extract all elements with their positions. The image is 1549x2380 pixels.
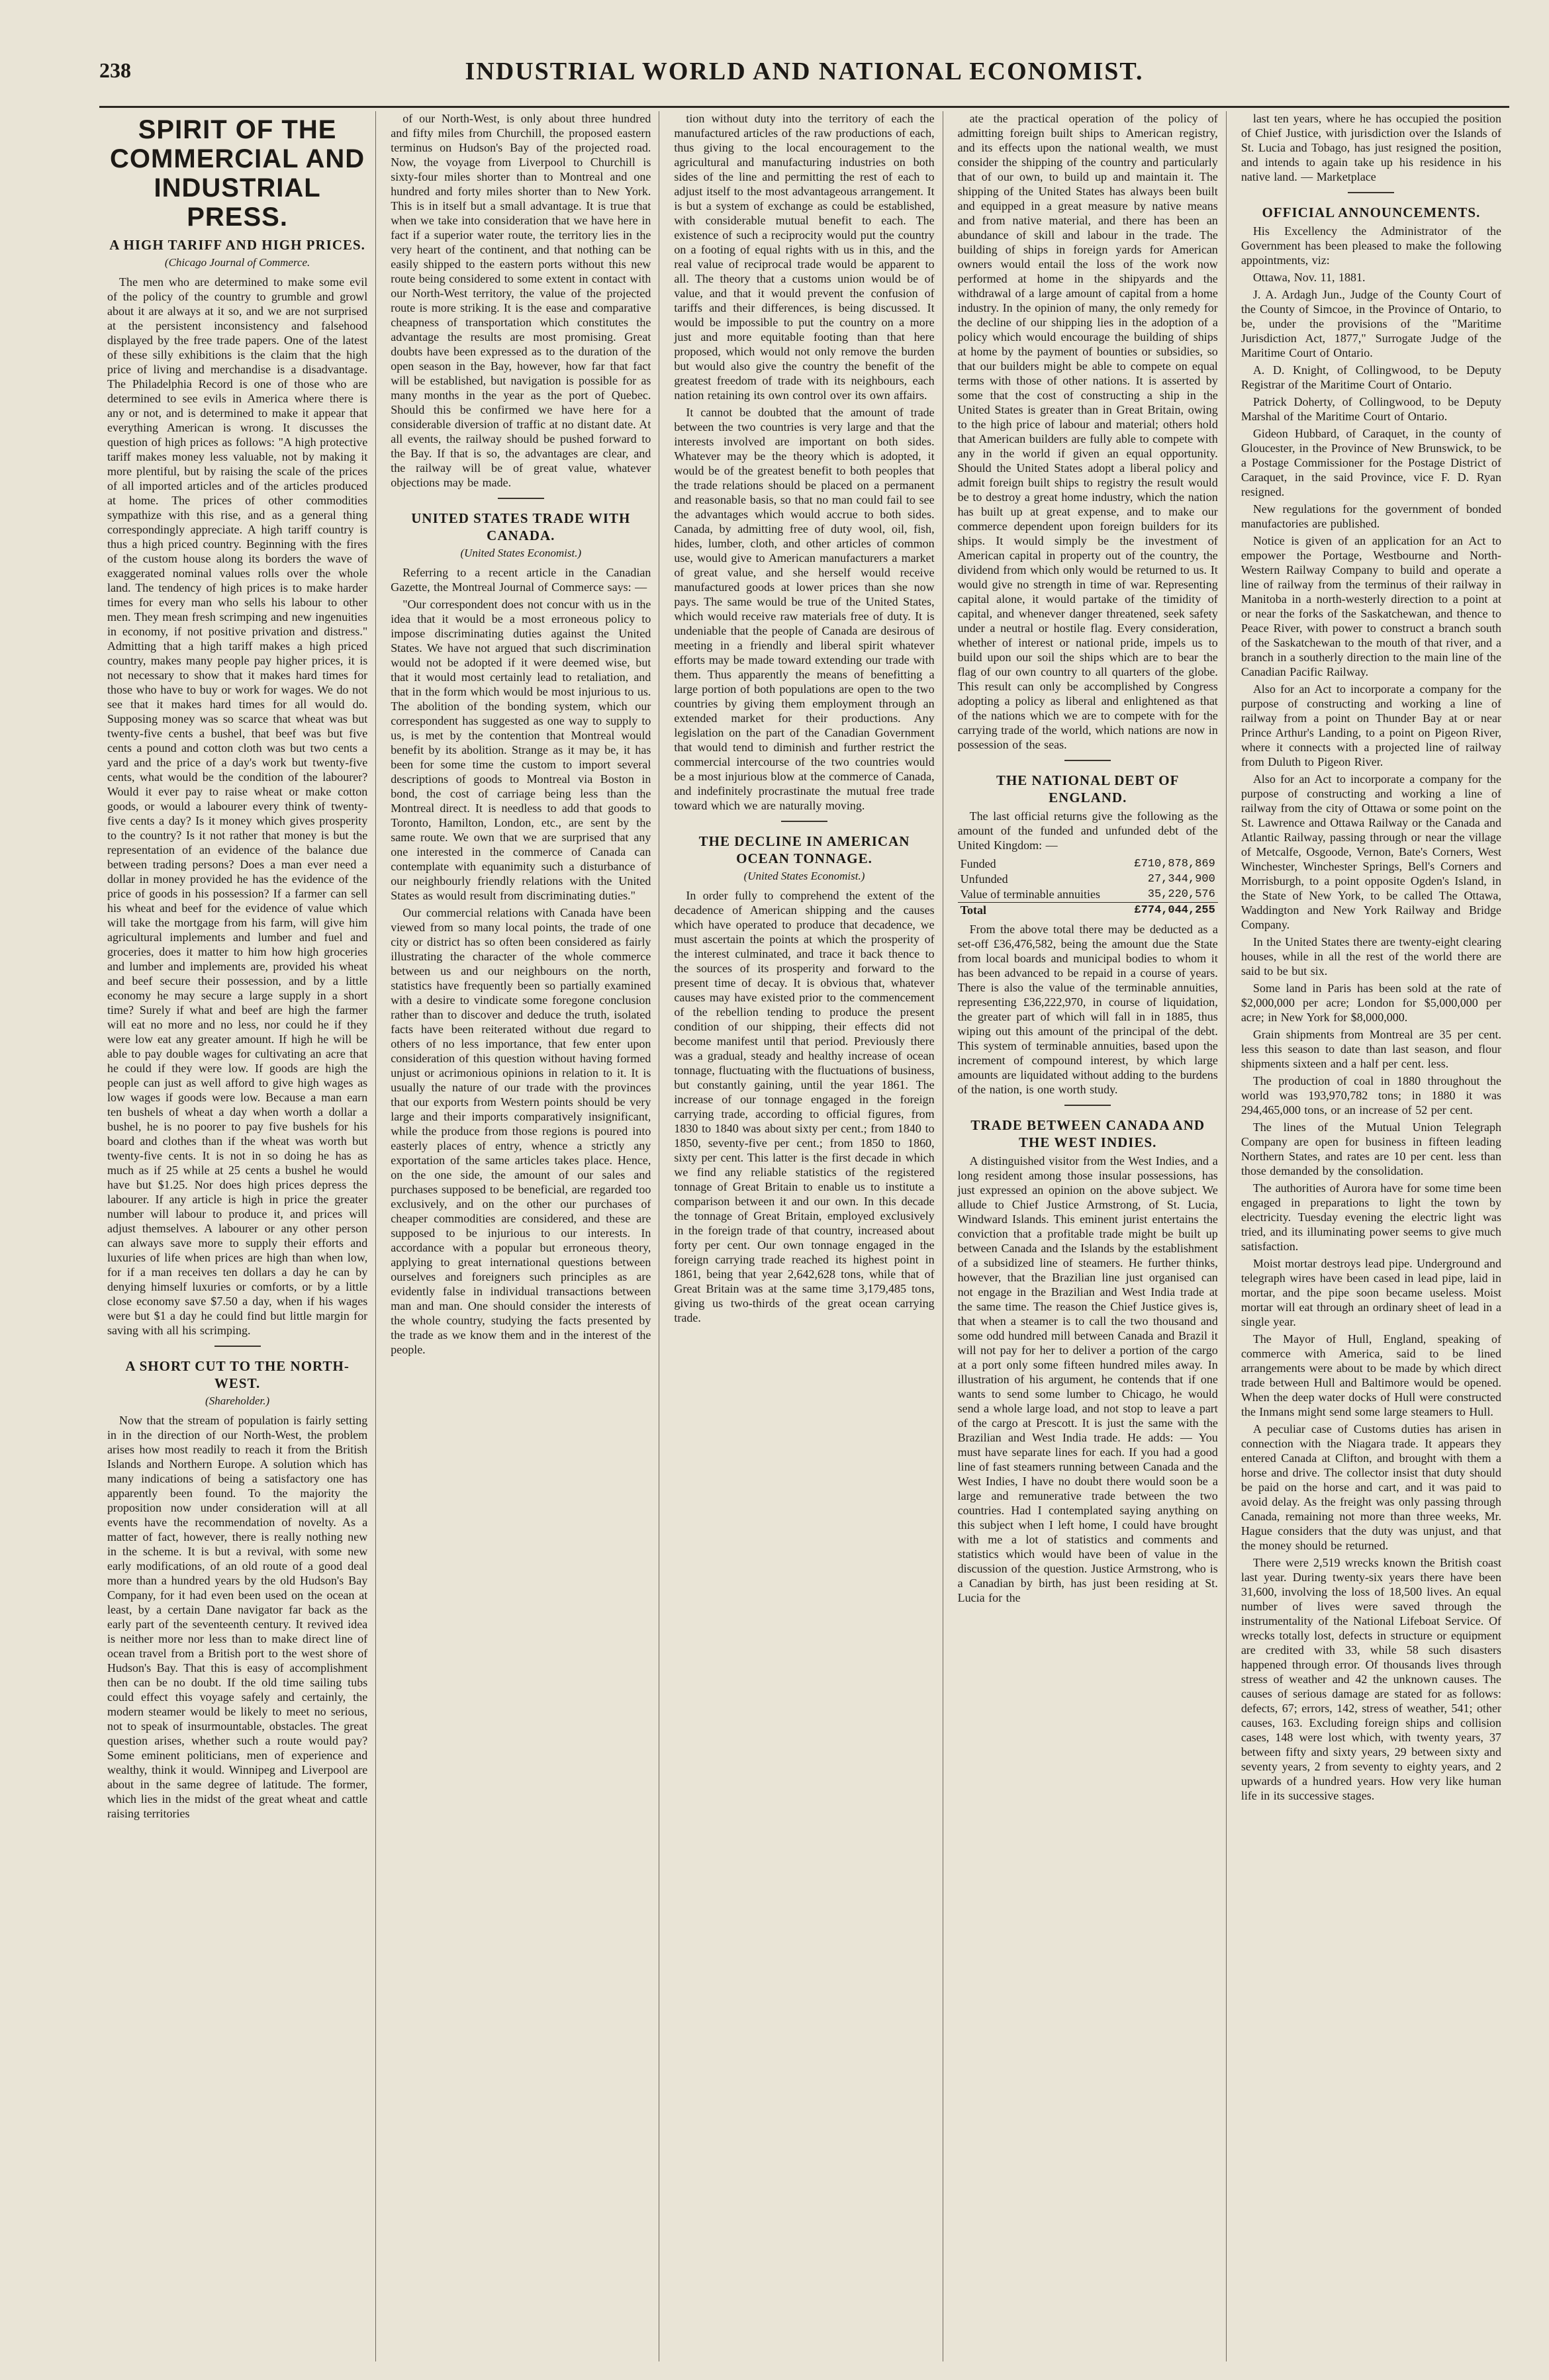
- paragraph: The lines of the Mutual Union Telegraph Company are open for business in fifteen leading Northern States, and rates are 10 per cent. less than those demanded by the consolidation.: [1241, 1121, 1502, 1177]
- header-rule: [99, 106, 1509, 108]
- article-title: THE NATIONAL DEBT OF ENGLAND.: [996, 772, 1180, 805]
- paragraph: The Mayor of Hull, England, speaking of commerce with America, said to be lined arrangements were about to be made by which direct trade between Hull and Baltimore would be opened. When the deep water docks of Hull were constructed the Inmans might send some large steamers to Hull.: [1241, 1332, 1502, 1418]
- column-2: [383, 111, 659, 2361]
- debt-amount: 35,220,576: [1147, 888, 1215, 901]
- paragraph: From the above total there may be deducted as a set-off £36,476,582, being the amount due the State from local boards and municipal bodies to whom it has been advanced to be repaid in a course of years. There is also the value of the terminable annuities, representing £36,222,970, in course of liquidation, the greater part of which will fall in in 1885, thus wiping out this amount of the principal of the debt. This system of terminable annuities, based upon the increment of compound interest, by which large amounts are liquidated without adding to the burdens of the nation, is one worth study.: [957, 923, 1218, 1096]
- page-number: 238: [99, 58, 131, 82]
- paragraph: In order fully to comprehend the extent of the decadence of American shipping and the causes which have operated to produce that decadence, we must ascertain the points at which the prosperity of the interest culminated, and trace it back thence to the sources of its prosperity and forward to the present time of decay. It is obvious that, whatever causes may have existed prior to the commencement of the rebellion tending to produce the present condition of our shipping, their effects did not become manifest until that period. Previously there was a gradual, steady and healthy increase of ocean tonnage, fluctuating with the fluctuations of business, but constantly gaining, until the year 1861. The increase of our tonnage engaged in the foreign carrying trade, according to official figures, from 1830 to 1840 was about sixty per cent.; from 1840 to 1850, seventy-five per cent.; from 1850 to 1860, sixty per cent. This latter is the first decade in which we find any reliable statistics of the registered tonnage of Great Britain to enable us to institute a comparison between it and our own. In this decade the tonnage of Great Britain, employed exclusively in the foreign trade of that country, increased about forty per cent. Our own tonnage engaged in the foreign carrying trade reached its highest point in 1861, being that year 2,642,628 tons, while that of Great Britain was at the same time 3,179,485 tons, giving us two-thirds of the great ocean carrying trade.: [674, 889, 935, 1324]
- article-title: A HIGH TARIFF AND HIGH PRICES.: [109, 237, 365, 253]
- article-body: [674, 111, 934, 813]
- paragraph: Moist mortar destroys lead pipe. Underground and telegraph wires have been cased in lead pipe, laid in mortar, and the pipe soon became useless. Moist mortar will eat through an ordinary sheet of lead in a single year.: [1241, 1257, 1502, 1328]
- article-body: [107, 275, 367, 1338]
- paragraph: Referring to a recent article in the Canadian Gazette, the Montreal Journal of Commerce says: —: [391, 566, 651, 594]
- debt-row: [958, 872, 1218, 887]
- paragraph: of our North-West, is only about three hundred and fifty miles from Churchill, the proposed eastern terminus on Hudson's Bay of the projected road. Now, the voyage from Liverpool to Churchill is sixty-four miles shorter than to Montreal and one hundred and forty miles shorter than to New York. This is in itself but a small advantage. It is true that when we take into consideration that we have here in fact if a superior water route, the territory lies in the very heart of the continent, and that nothing can be easily shipped to the eastern ports without this new route being considered to some extent in contact with our North-West territory, the value of the projected route is more striking. It is the ease and comparative cheapness of transportation which constitutes the advantage the results are most promising. Great doubts have been expressed as to the duration of the open season in the Bay, however, how far that fact will be established, but navigation is possible for as many months in the year as the port of Quebec. Should this be confirmed we have here for a considerable diversion of traffic at no distant date. At all events, the railway should be pushed forward to the Bay. If that is so, the advantages are clear, and the railway will be of great value, whatever objections may be made.: [391, 112, 651, 489]
- paragraph: Also for an Act to incorporate a company for the purpose of constructing and working a line of railway from a point on Thunder Bay at or near Prince Arthur's Landing, to a point on Pigeon River, where it connects with a projected line of railway from Duluth to Pigeon River.: [1241, 682, 1502, 768]
- paragraph: Notice is given of an application for an Act to empower the Portage, Westbourne and North-Western Railway Company to build and operate a line of railway from the terminus of their railway in Manitoba in a north-westerly direction to a point at or near the forks of the Saskatchewan, and thence to Peace River, with power to construct a branch south of the Saskatchewan to the mouth of that river, and a branch in a southerly direction to the main line of the Canadian Pacific Railway.: [1241, 534, 1502, 678]
- article-source: (United States Economist.): [743, 870, 865, 882]
- debt-amount: £710,878,869: [1134, 858, 1215, 870]
- paragraph: Some land in Paris has been sold at the rate of $2,000,000 per acre; London for $5,000,000 per acre; in New York for $8,000,000.: [1241, 982, 1502, 1024]
- article-source: (Chicago Journal of Commerce.: [164, 256, 310, 269]
- debt-label: Value of terminable annuities: [960, 888, 1101, 901]
- debt-label: Unfunded: [960, 872, 1008, 886]
- debt-total-label: Total: [958, 903, 1121, 919]
- paragraph: Also for an Act to incorporate a company for the purpose of constructing and working a line of railway from the city of Ottawa or some point on the St. Lawrence and Ottawa Railway or the Canada and Atlantic Railway, passing through or near the village of Metcalfe, Osgoode, Vernon, Bate's Corners, West Winchester, Winchester Springs, Bell's Corners and Morrisburgh, to a point opposite Ogden's Island, in the State of New York, to be called The Ottawa, Waddington and New York Railway and Bridge Company.: [1241, 772, 1502, 931]
- paragraph: "Our correspondent does not concur with us in the idea that it would be a most erroneous policy to impose discriminating duties against the United States. We have not argued that such discrimination would not be adopted if it were deemed wise, but that it would most certainly lead to retaliation, and that in the form which would be most injurious to us. The abolition of the bonding system, which our correspondent has suggested as one way to supply to us, is met by the contention that Montreal would benefit by its abolition. Strange as it may be, it has been for some time the custom to import several descriptions of goods to Montreal via Boston in bond, the cost of carriage being less than the Montreal direct. It is needless to add that goods to Toronto, Hamilton, London, etc., are sent by the same route. We own that we are surprised that any one interested in the commerce of Canada can contemplate with equanimity such a disturbance of our neighbourly friendly relations with the United States as would result from discriminating duties.": [391, 598, 651, 902]
- paragraph: tion without duty into the territory of each the manufactured articles of the raw productions of each, thus giving to the local encouragement to the agricultural and manufacturing industries on both sides of the line and permitting the rest of each to adjust itself to the most advantageous arrangement. It is but a system of exchange as could be established, with considerable mutual benefit to each. The existence of such a reciprocity would put the country on a footing of equal rights with us in this, and the real value of reciprocal trade would be apparent to all. The theory that a customs union would be of value, and that it would prevent the confusion of tariffs and their differences, is being discussed. It would be impossible to put the country on a more just and more equitable footing than that here proposed, which would not only remove the burden but would also give the country the benefit of the greatest freedom of trade with its neighbours, each nation retaining its own control over its own affairs.: [674, 112, 935, 402]
- article-body: [674, 888, 934, 1325]
- article-body: [1241, 224, 1501, 1803]
- article-body: [958, 809, 1218, 852]
- article-body: [391, 111, 651, 490]
- article-body: [958, 1154, 1218, 1605]
- paragraph: Grain shipments from Montreal are 35 per cent. less this season to date than last season, and flour shipments sixteen and a half per cent. less.: [1241, 1028, 1502, 1070]
- paragraph: A. D. Knight, of Collingwood, to be Deputy Registrar of the Maritime Court of Ontario.: [1241, 363, 1502, 391]
- article-title: UNITED STATES TRADE WITH CANADA.: [411, 510, 631, 543]
- article-body: [1241, 111, 1501, 184]
- page-header: [99, 52, 1509, 98]
- paragraph: In the United States there are twenty-eight clearing houses, while in all the rest of the world there are said to be but six.: [1241, 935, 1502, 978]
- column-1: [99, 111, 376, 2361]
- article-title: THE DECLINE IN AMERICAN OCEAN TONNAGE.: [698, 833, 910, 866]
- paragraph: A peculiar case of Customs duties has arisen in connection with the Niagara trade. It appears they entered Canada at Clifton, and brought with them a horse and drive. The collector insist that duty should be paid on the horse and cart, and it was paid to avoid delay. As the freight was only passing through Canada, remaining not more than three weeks, Mr. Hague considers that the duty was unjust, and that the money should be returned.: [1241, 1422, 1502, 1552]
- paragraph: last ten years, where he has occupied the position of Chief Justice, with jurisdiction over the Islands of St. Lucia and Tobago, has just resigned the position, and intends to again take up his residence in his native land. — Marketplace: [1241, 112, 1502, 183]
- separator: [498, 498, 544, 499]
- debt-table: [958, 856, 1218, 918]
- paragraph: The last official returns give the following as the amount of the funded and unfunded debt of the United Kingdom: —: [957, 809, 1218, 852]
- section-title-official-announcements: OFFICIAL ANNOUNCEMENTS.: [1262, 205, 1481, 220]
- article-title: TRADE BETWEEN CANADA AND THE WEST INDIES.: [970, 1117, 1205, 1150]
- article-body: [958, 111, 1218, 752]
- separator: [1348, 192, 1394, 193]
- debt-label: Funded: [960, 857, 996, 870]
- column-3: [666, 111, 943, 2361]
- debt-total-row: [958, 903, 1218, 919]
- paragraph: His Excellency the Administrator of the Government has been pleased to make the following appointments, viz:: [1241, 224, 1502, 267]
- article-body: [958, 922, 1218, 1097]
- article-body: [107, 1413, 367, 1821]
- paragraph: ate the practical operation of the policy of admitting foreign built ships to American registry, and its effects upon the national wealth, we must consider the shipping of the country and particularly that of our own, to build up and maintain it. The shipping of the United States has always been built and equipped in a great measure by native means and from native material, and there has been an abundance of skill and labour in the trade. The building of ships in foreign yards for American owners would entail the loss of the work now performed at home in the shipyards and the withdrawal of a large amount of capital from a home industry. In the opinion of many, the only remedy for the decline of our shipping lies in the adoption of a policy which would encourage the building of ships at home by the payment of bounties or subsidies, so that our builders might be able to compete on equal terms with those of other nations. It is asserted by some that the cost of constructing a ship in the United States is greater than in Great Britain, owing to the high price of labour and material; others hold that American builders are fully able to compete with any in the world if given an equal opportunity. Should the United States adopt a liberal policy and admit foreign built ships to registry the result would be to destroy a great home industry, which the nation has built up at great expense, and to make our commerce dependent upon foreign builders for its ships. It would simply be the investment of American capital in property out of the country, the dividend from which only would be returned to us. It would give no strength in time of war. Representing capital alone, it would partake of the timidity of capital, and whenever danger threatened, seek safety under a neutral or hostile flag. Every consideration, whether of interest or national pride, impels us to build upon our soil the ships which are to bear the flag of our own country to all quarters of the globe. This result can only be accomplished by Congress adopting a policy as liberal and enlightened as that of the nations which we are to compete with for the carrying trade of the world, which nations are now in possession of the seas.: [957, 112, 1218, 751]
- paragraph: There were 2,519 wrecks known the British coast last year. During twenty-six years there have been 31,600, involving the loss of 18,500 lives. An equal number of lives were saved through the instrumentality of the National Lifeboat Service. Of wrecks totally lost, defects in structure or equipment are credited with 33, while 58 such disasters happened through error. Of thousands lives through stress of weather and 42 the unknown causes. The causes of serious damage are stated for as follows: defects, 67; errors, 142, stress of weather, 541; other causes, 163. Excluding foreign ships and collision cases, 148 were lost which, with twenty years, 37 between fifty and sixty years, 29 between sixty and seventy years, 2 from seventy to eighty years, and 2 upwards of a hundred years. How very like human life in its successive stages.: [1241, 1556, 1502, 1802]
- debt-row: [958, 856, 1218, 872]
- paragraph: The authorities of Aurora have for some time been engaged in preparations to light the town by electricity. Tuesday evening the electric light was tried, and its illuminating power seems to give much satisfaction.: [1241, 1181, 1502, 1253]
- paragraph: It cannot be doubted that the amount of trade between the two countries is very large and that the interests involved are important on both sides. Whatever may be the theory which is adopted, it would be of the greatest benefit to both peoples that the trade relations should be placed on a permanent and reasonable basis, so that no man could fail to see the advantages which would accrue to both sides. Canada, by admitting free of duty wool, oil, fish, hides, lumber, cloth, and other articles of common use, would give to American manufacturers a market of great value, and she herself would receive manufactured goods at lower prices than she now pays. The same would be true of the United States, which would receive raw materials free of duty. It is undeniable that the people of Canada are desirous of meeting in a friendly and liberal spirit whatever efforts may be made toward extending our trade with them. Thus apparently the means of benefitting a large portion of both populations are open to the two countries by giving them employment through an extended market for their productions. Any legislation on the part of the Canadian Government that would tend to diminish and further restrict the commercial intercourse of the two countries would be a most injurious blow at the commerce of Canada, and indefinitely procrastinate the mutual free trade toward which we are naturally moving.: [674, 406, 935, 812]
- paragraph: New regulations for the government of bonded manufactories are published.: [1241, 502, 1502, 530]
- article-body: [391, 565, 651, 1357]
- debt-row: [958, 887, 1218, 903]
- paragraph: The production of coal in 1880 throughout the world was 193,970,782 tons; in 1880 it was 294,465,000 tons, or an increase of 52 per cent.: [1241, 1074, 1502, 1117]
- paragraph: Patrick Doherty, of Collingwood, to be Deputy Marshal of the Maritime Court of Ontario.: [1241, 395, 1502, 423]
- article-title: A SHORT CUT TO THE NORTH-WEST.: [125, 1358, 350, 1391]
- debt-table-body: [958, 856, 1218, 903]
- article-source: (Shareholder.): [205, 1395, 270, 1407]
- running-head: INDUSTRIAL WORLD AND NATIONAL ECONOMIST.: [465, 58, 1144, 85]
- separator: [1064, 760, 1111, 761]
- paragraph: Our commercial relations with Canada have been viewed from so many local points, the trade of one city or district has so often been considered as fairly illustrating the character of the whole commerce between us and our neighbours on the north, statistics have frequently been so partially examined with a desire to vindicate some foregone conclusion rather than to discover and deduce the truth, isolated facts have been reiterated without due regard to others of no less importance, that few enter upon consideration of this question without having formed unjust or acrimonious opinions in relation to it. It is usually the nature of our trade with the provinces that our exports from Western points should be very large and their imports comparatively insignificant, while the produce from those regions is poured into easterly places of entry, whence a strictly any exportation of the same articles takes place. Hence, on the one side, the amount of our sales and purchases supposed to be beneficial, are regarded too exclusively, and on the other our purchases of cheaper commodities are considered, and these are supposed to be injurious to our interests. In accordance with a popular but erroneous theory, applying to great international questions between ourselves and foreigners such principles as are evidently false in individual transactions between man and man. One should consider the interests of the whole country, studying the facts presented by the trade as we know them and in the interest of the people.: [391, 906, 651, 1356]
- article-source: (United States Economist.): [460, 547, 582, 559]
- paragraph: Gideon Hubbard, of Caraquet, in the county of Gloucester, in the Province of New Brunswick, to be a Postage Commissioner for the Postage District of Caraquet, in the said Province, vice F. D. Ryan resigned.: [1241, 427, 1502, 498]
- paragraph: The men who are determined to make some evil of the policy of the country to grumble and growl about it are always at it so, and we are not surprised at the persistent inconsistency and falsehood displayed by the free trade papers. One of the latest of these silly exhibitions is the claim that the high price of living and merchandise is a disadvantage. The Philadelphia Record is one of those who are determined to see evils in America where there is any or not, and is determined to make it appear that everything American is wrong. It discusses the question of high prices as follows: "A high protective tariff makes money less valuable, not by making it more plentiful, but by raising the scale of the prices of all imported articles and of the articles produced at home. The prices of other commodities sympathize with this rise, and as a general thing correspondingly appreciate. A high tariff country is thus a high priced country. Beginning with the fires of the custom house along its borders the wave of exaggerated nominal values rolls over the whole land. The tendency of high prices is to make harder times for every man who sells his labour to other men. They mean fresh scrimping and new ingenuities in economy, if not positive privation and distress." Admitting that a high tariff makes a high priced country, makes many people pay higher prices, it is not necessary to show that it makes hard times for those who have to buy or work for wages. We do not see that it makes hard times for all would do. Supposing money was so scarce that wheat was but twenty-five cents a bushel, that beef was but five cents a pound and cotton cloth was but two cents a yard and the price of a day's work but twenty-five cents, what would be the condition of the labourer? Would it ever pay to raise wheat or make cotton goods, or would a labourer every think of twenty-five cents a day? Is it money which gives prosperity to the country? Is it not rather that money is but the representation of an evidence of the balance due between trading persons? Does a man ever need a dollar in money provided he has the evidence of the price of goods in his possession? If a farmer can sell his wheat and beef for the evidence of value which will take the mortgage from his farm, will give him agricultural implements and lumber and fuel and groceries, does it matter to him how high groceries and lumber and implements are, provided his wheat and beef secure their possession, and by a little economy he may secure a large supply in a short time? Surely if what and beef are high the farmer will eat no more and no less, nor could he if they were low eat any greater amount. If high he will be able to pay double wages for cultivating an acre that he could if they were low. If goods are high the people can just as well afford to give high wages as low wages if goods were low. Because a man earn ten bushels of wheat a day when worth a dollar a bushel, he is no poorer to pay five bushels for his board and clothes than if the wheat was worth but twenty-five cents. It is not in so doing he has as much as if 25 while at 25 cents a bushel he would have but $1.25. Nor does high prices depress the labourer. If any article is high in price the greater number will labour to produce it, and prices will adjust themselves. A labourer or any other person can always save more to supply their efforts and luxuries of life when prices are high than when low, for if a man receives ten dollars a day he can by denying himself luxuries or comforts, or by a little close economy save $7.50 a day, when if his wages were but $1 a day he could find but little margin for saving with all his scrimping.: [107, 275, 368, 1337]
- debt-total-amount: £774,044,255: [1121, 903, 1218, 919]
- section-title-commercial-press: SPIRIT OF THE COMMERCIAL AND INDUSTRIAL PRESS.: [110, 115, 365, 232]
- separator: [1064, 1105, 1111, 1106]
- paragraph: Ottawa, Nov. 11, 1881.: [1252, 271, 1366, 284]
- separator: [214, 1346, 261, 1347]
- debt-amount: 27,344,900: [1147, 873, 1215, 886]
- separator: [781, 821, 827, 822]
- paragraph: Now that the stream of population is fairly setting in in the direction of our North-West, the problem arises how most readily to reach it from the British Islands and Northern Europe. A solution which has many indications of being a satisfactory one has apparently been found. To the majority the proposition now under consideration will at all events have the recommendation of novelty. As a matter of fact, however, there is really nothing new in the scheme. It is but a revival, with some new early modifications, of an old route of a good deal more than a hundred years by the old Hudson's Bay Company, for it had even been used on the ocean at least, by a certain Dane navigator far back as the early part of the seventeenth century. It revived idea is neither more nor less than to make direct line of ocean travel from a British port to the west shore of Hudson's Bay. That this is easy of accomplishment then can be no doubt. If the old time sailing tubs could effect this voyage safely and certainly, the modern steamer would be likely to meet no serious, not to speak of insurmountable, obstacles. The great question arises, whether such a route would pay? Some eminent politicians, men of experience and wealthy, think it would. Winnipeg and Liverpool are about in the same degree of latitude. The former, which lies in the midst of the great wheat and cattle raising territories: [107, 1414, 368, 1820]
- paragraph: J. A. Ardagh Jun., Judge of the County Court of the County of Simcoe, in the Province of Ontario, to be, under the provisions of the "Maritime Jurisdiction Act, 1877," Surrogate Judge of the Maritime Court of Ontario.: [1241, 288, 1502, 359]
- columns: [99, 111, 1509, 2361]
- column-5: [1233, 111, 1509, 2361]
- column-4: [950, 111, 1227, 2361]
- paragraph: A distinguished visitor from the West Indies, and a long resident among those insular possessions, has just expressed an opinion on the above subject. We allude to Chief Justice Armstrong, of St. Lucia, Windward Islands. This eminent jurist entertains the conviction that a profitable trade might be built up between Canada and the Islands by the establishment of a subsidized line of steamers. He further thinks, however, that the Brazilian line just organised can not engage in the Brazilian and West India trade at the same time. The reason the Chief Justice gives is, that when a steamer is to call the two thousand and some odd hundred mill between Canada and Brazil it will not pay for her to deliver a portion of the cargo at a port only some fifteen hundred miles away. In illustration of his argument, he contends that if one wants to send some lumber to Chicago, he would send a whole large load, and not stop to leave a part of the cargo at Prescott. It is just the same with the Brazilian and West India trade. He adds: — You must have separate lines for each. If you had a good line of fast steamers running between Canada and the West Indies, I have no doubt there would soon be a large and remunerative trade between the two countries. Had I contemplated saying anything on this subject when I left home, I could have brought with me a lot of statistics and comments and statistics which would have been of value in the discussion of the question. Justice Armstrong, who is a Canadian by birth, has just been residing at St. Lucia for the: [957, 1154, 1218, 1604]
